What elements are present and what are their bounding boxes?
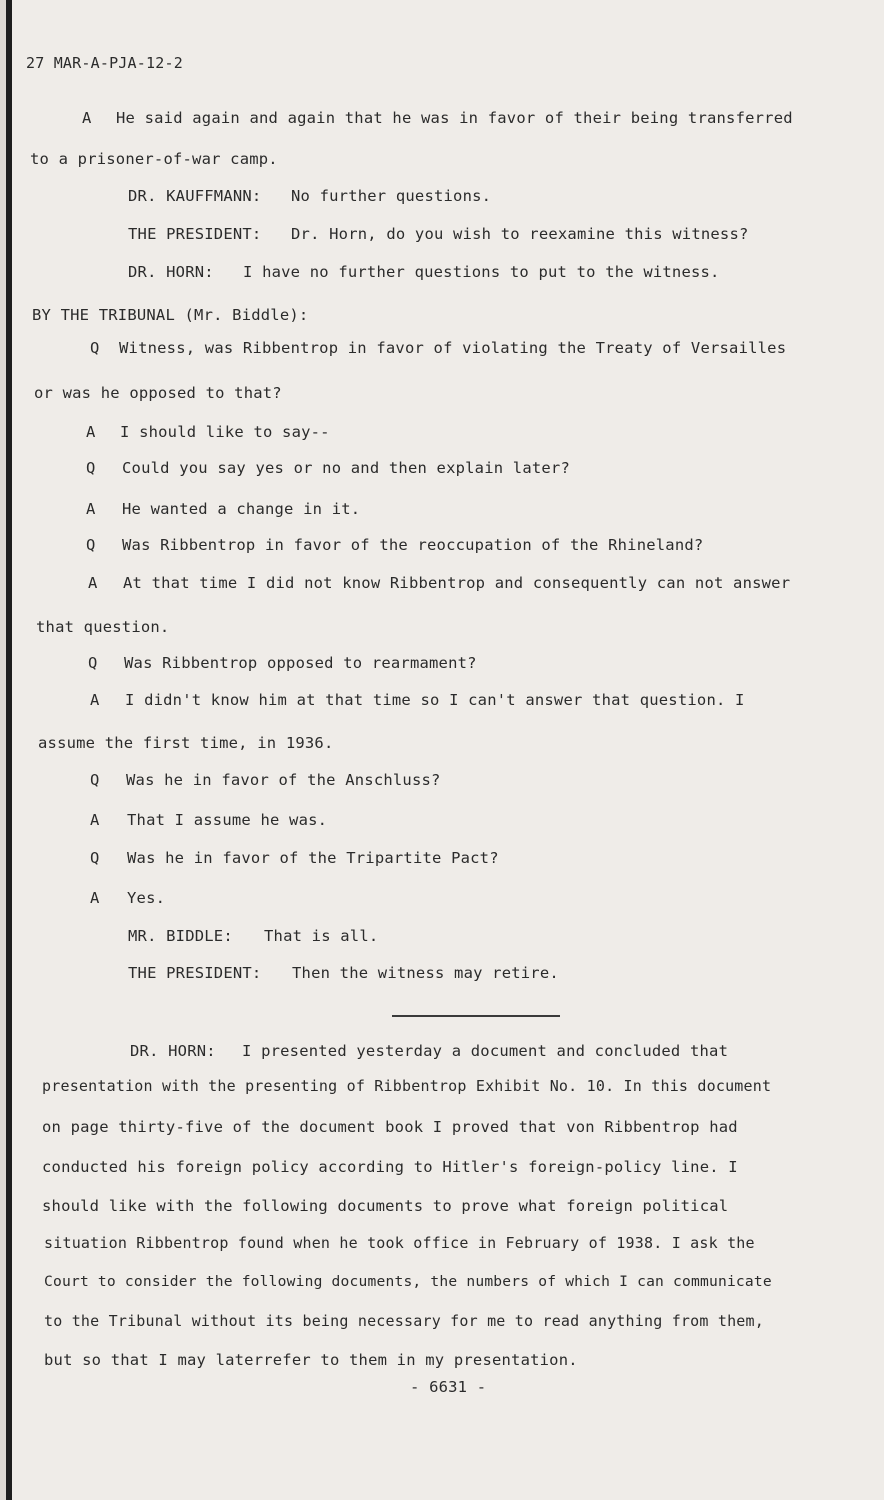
paragraph-line (44, 1350, 578, 1370)
line-text: That is all. (264, 927, 379, 945)
line-text: He said again and again that he was in favor of their being transferred (116, 109, 793, 127)
answer-marker: A (90, 811, 100, 829)
line-text: assume the first time, in 1936. (38, 734, 334, 752)
line-text: or was he opposed to that? (34, 384, 282, 402)
testimony-line (36, 617, 169, 637)
question-marker: Q (88, 654, 98, 672)
line-text: Was he in favor of the Tripartite Pact? (127, 849, 499, 867)
testimony-line (88, 573, 790, 593)
testimony-line (90, 338, 786, 358)
line-text: At that time I did not know Ribbentrop and consequently can not answer (123, 574, 791, 592)
line-text: Then the witness may retire. (292, 964, 559, 982)
paragraph-line (42, 1117, 738, 1137)
question-marker: Q (86, 536, 96, 554)
testimony-line (90, 888, 165, 908)
testimony-line (82, 108, 793, 128)
line-text: should like with the following documents to prove what foreign political (42, 1197, 729, 1215)
speaker-label: DR. HORN: (130, 1042, 216, 1060)
document-page (6, 0, 884, 1500)
speaker-line (128, 963, 559, 983)
line-text: I presented yesterday a document and concluded that (242, 1042, 729, 1060)
testimony-line (90, 848, 499, 868)
paragraph-line (42, 1076, 771, 1096)
section-heading (32, 305, 308, 325)
testimony-line (86, 458, 570, 478)
paragraph-line (44, 1233, 755, 1253)
line-text: Was he in favor of the Anschluss? (126, 771, 441, 789)
paragraph-line (44, 1311, 764, 1331)
line-text: on page thirty-five of the document book I proved that von Ribbentrop had (42, 1118, 738, 1136)
answer-marker: A (88, 574, 98, 592)
line-text: to a prisoner-of-war camp. (30, 150, 278, 168)
speaker-line (130, 1041, 728, 1061)
question-marker: Q (90, 849, 100, 867)
page-number: - 6631 - (410, 1378, 487, 1396)
line-text: conducted his foreign policy according to Hitler's foreign-policy line. I (42, 1158, 738, 1176)
question-marker: Q (90, 771, 100, 789)
question-marker: Q (90, 339, 100, 357)
section-divider (392, 1015, 560, 1017)
line-text: Was Ribbentrop in favor of the reoccupation of the Rhineland? (122, 536, 704, 554)
testimony-line (30, 149, 278, 169)
answer-marker: A (82, 109, 92, 127)
line-text: to the Tribunal without its being necessary for me to read anything from them, (44, 1312, 764, 1330)
speaker-label: MR. BIDDLE: (128, 927, 233, 945)
testimony-line (38, 733, 334, 753)
speaker-label: DR. KAUFFMANN: (128, 187, 262, 205)
line-text: that question. (36, 618, 170, 636)
line-text: Dr. Horn, do you wish to reexamine this witness? (291, 225, 749, 243)
line-text: No further questions. (291, 187, 492, 205)
line-text: Witness, was Ribbentrop in favor of violating the Treaty of Versailles (119, 339, 787, 357)
testimony-line (86, 535, 703, 555)
line-text: I didn't know him at that time so I can't answer that question. I (125, 691, 745, 709)
line-text: I should like to say-- (120, 423, 330, 441)
line-text: but so that I may laterrefer to them in my presentation. (44, 1351, 578, 1369)
testimony-line (86, 499, 360, 519)
speaker-line (128, 262, 720, 282)
line-text: I have no further questions to put to the witness. (243, 263, 720, 281)
line-text: Could you say yes or no and then explain later? (122, 459, 570, 477)
line-text: He wanted a change in it. (122, 500, 361, 518)
answer-marker: A (90, 889, 100, 907)
speaker-line (128, 926, 378, 946)
line-text: Was Ribbentrop opposed to rearmament? (124, 654, 477, 672)
answer-marker: A (86, 423, 96, 441)
speaker-line (128, 186, 491, 206)
line-text: situation Ribbentrop found when he took office in February of 1938. I ask the (44, 1234, 755, 1252)
testimony-line (86, 422, 330, 442)
testimony-line (90, 810, 327, 830)
question-marker: Q (86, 459, 96, 477)
page-edge (6, 0, 12, 1500)
paragraph-line (44, 1272, 772, 1292)
line-text: Court to consider the following documents, the numbers of which I can communicate (44, 1273, 772, 1290)
line-text: presentation with the presenting of Ribbentrop Exhibit No. 10. In this document (42, 1077, 772, 1095)
paragraph-line (42, 1157, 738, 1177)
testimony-line (90, 770, 441, 790)
answer-marker: A (90, 691, 100, 709)
line-text: BY THE TRIBUNAL (Mr. Biddle): (32, 306, 309, 324)
doc-id: 27 MAR-A-PJA-12-2 (26, 54, 183, 72)
testimony-line (90, 690, 745, 710)
testimony-line (34, 383, 282, 403)
paragraph-line (42, 1196, 728, 1216)
speaker-line (128, 224, 749, 244)
speaker-label: THE PRESIDENT: (128, 225, 262, 243)
speaker-label: THE PRESIDENT: (128, 964, 262, 982)
line-text: That I assume he was. (127, 811, 328, 829)
line-text: Yes. (127, 889, 166, 907)
answer-marker: A (86, 500, 96, 518)
testimony-line (88, 653, 477, 673)
speaker-label: DR. HORN: (128, 263, 214, 281)
